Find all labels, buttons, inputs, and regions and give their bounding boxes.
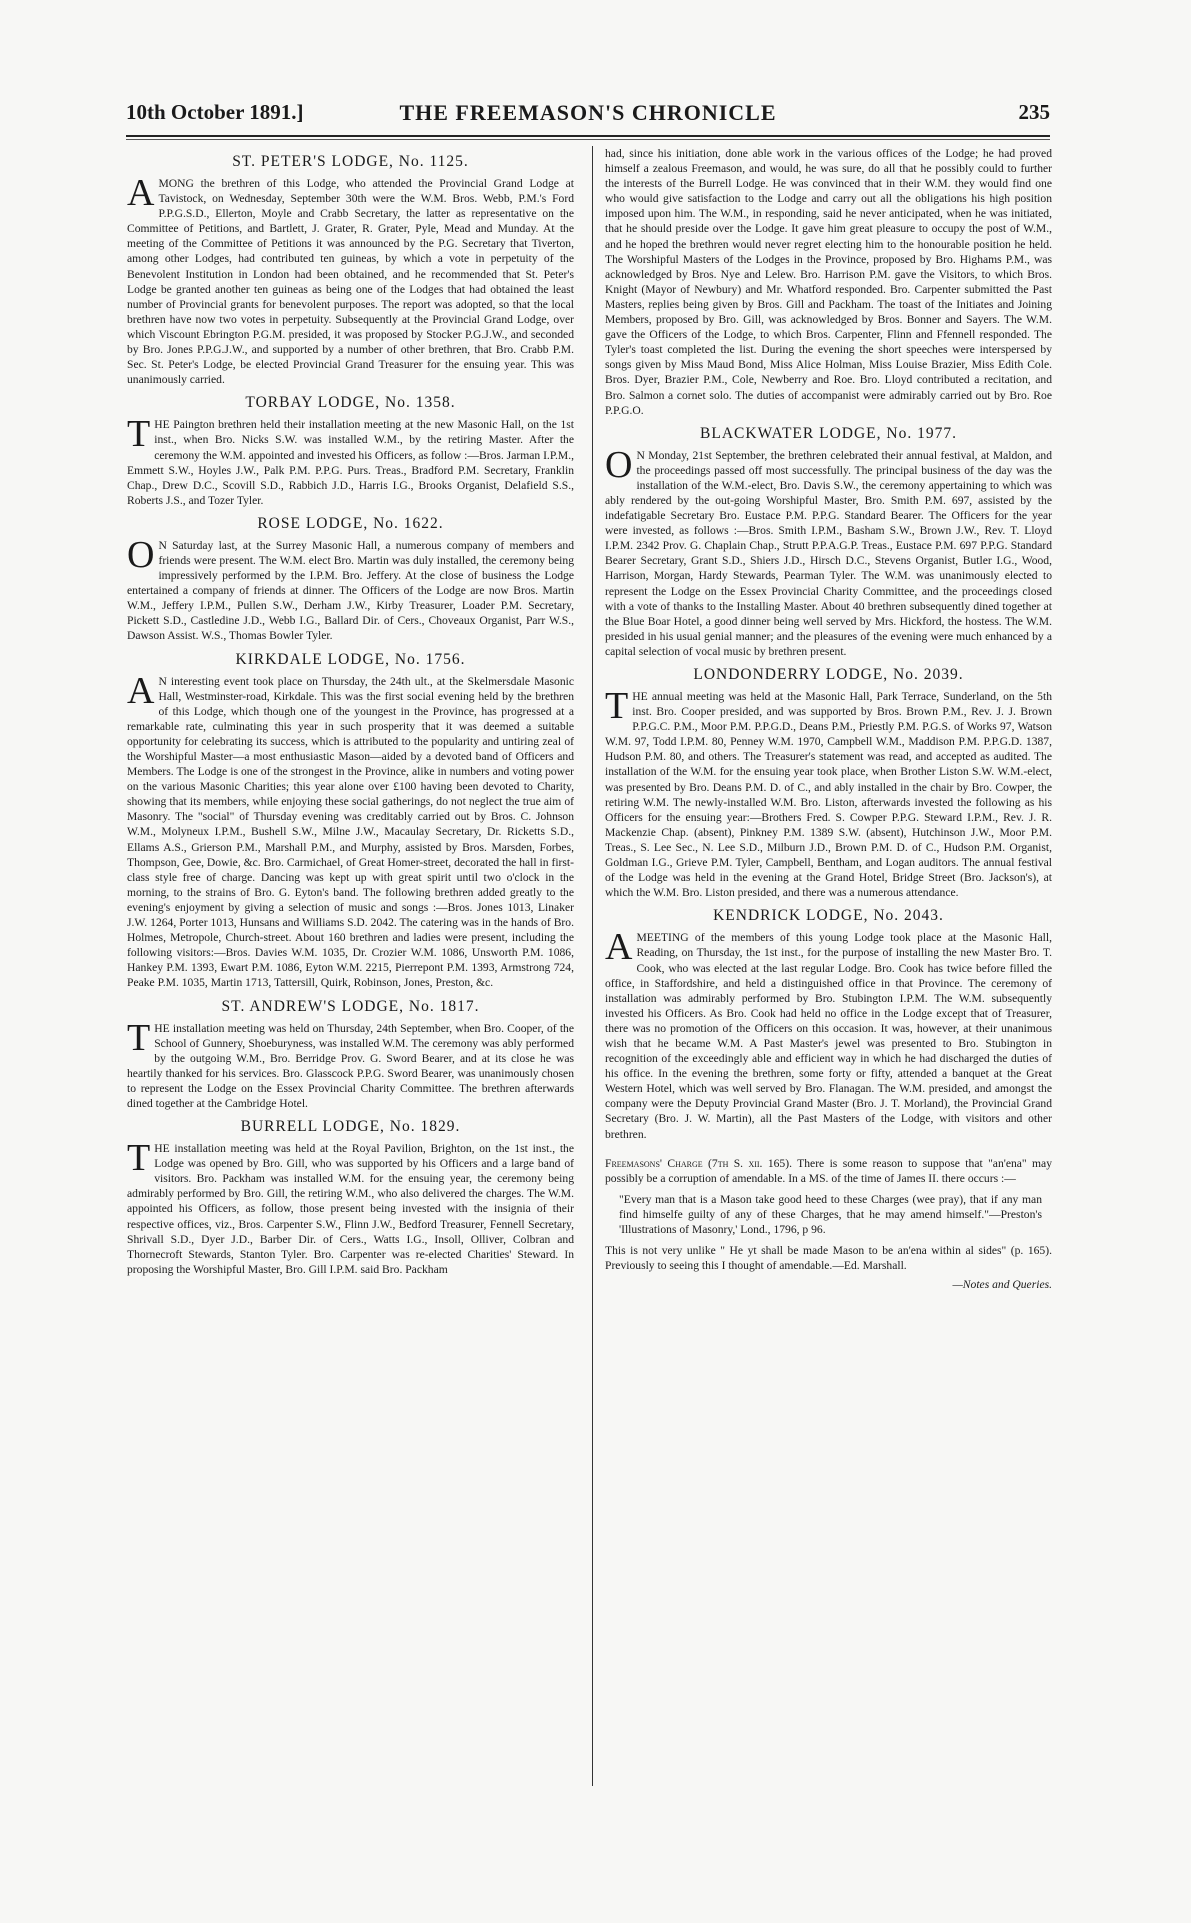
note-source: —Notes and Queries.: [952, 1278, 1052, 1292]
article-londonderry: [605, 665, 1052, 900]
page-number: 235: [1018, 100, 1050, 124]
article-st-andrews: [127, 997, 574, 1112]
note-intro: [605, 1156, 1052, 1186]
notes-item: [605, 1156, 1052, 1293]
page-header: [126, 100, 1050, 134]
masthead-title: THE FREEMASON'S CHRONICLE: [399, 100, 777, 125]
drop-cap: A: [605, 926, 633, 969]
article-body: [127, 533, 574, 644]
article-rose: [127, 514, 574, 644]
drop-cap: T: [605, 685, 629, 727]
article-burrell-continued: [605, 146, 1052, 418]
header-rule: [126, 135, 1050, 137]
issue-date: 10th October 1891.]: [126, 100, 304, 124]
article-heading: TORBAY LODGE, No. 1358.: [245, 394, 456, 412]
article-burrell: [127, 1117, 574, 1277]
drop-cap: T: [127, 1016, 151, 1059]
article-text: MEETING of the members of this young Lodge took place at the Masonic Hall, Reading, on Thursday, the 1st inst., for the purpose of installing the new Master Bro. T. Cook, who was elected at the last regular Lodge. Bro. Cook has twice before filled the office, in Staffordshire, and held a distinguished office in that Province. The ceremony of installation was admirably performed by Bro. Stubington I.P.M. The W.M. subsequently invested his Officers. As Bro. Cook had held no office in the Lodge except that of Treasurer, there was no promotion of the Officers on this occasion. It was, however, at their unanimous wish that he became W.M. A Past Master's jewel was presented to Bro. Stubington in recognition of the exceedingly able and efficient way in which he had discharged the duties of his office. In the evening the brethren, some forty or fifty, attended a banquet at the Great Western Hotel, which was well served by Bro. Flanagan. The W.M. presided, and amongst the company were the Deputy Provincial Grand Master (Bro. J. T. Morland), the Provincial Grand Secretary (Bro. J. W. Martin), all the Past Masters of the Lodge, with visitors and other brethren.: [605, 931, 1052, 1141]
article-text: HE Paington brethren held their installation meeting at the new Masonic Hall, on the 1st inst., when Bro. Nicks S.W. was installed W.M., by the retiring Master. After the ceremony the W.M. appointed and invested his Officers, as follow :—Bros. Jarman I.P.M., Emmett S.W., Hoyles J.W., Palk P.M. P.P.G. Purs. Treas., Bradford P.M. Secretary, Franklin Chap., Drew D.C., Scovill S.D., Rabbich J.D., Harris I.G., Brooks Organist, Delafield S.S., Roberts J.S., and Tozer Tyler.: [127, 418, 574, 507]
article-torbay: [127, 393, 574, 508]
article-body: [127, 413, 574, 508]
note-lead: Freemasons' Charge (7th S. xii. 165).: [605, 1156, 792, 1170]
article-heading: ST. PETER'S LODGE, No. 1125.: [232, 153, 469, 170]
article-heading: BURRELL LODGE, No. 1829.: [240, 1118, 461, 1136]
article-body: [605, 146, 1052, 418]
article-body: [605, 443, 1052, 659]
column-divider: [592, 146, 593, 1786]
note-closing: This is not very unlike " He yt shall be made Mason to be an'ena within al sides" (p. 165). Previously to seeing this I thought of amendable.—Ed. Marshall.: [605, 1244, 1052, 1273]
article-kendrick: [605, 906, 1052, 1141]
drop-cap: O: [605, 443, 633, 486]
article-blackwater: [605, 424, 1052, 659]
note-intro-text: There is some reason to suppose that "an'ena" may possibly be a corruption of amendable. In a MS. of the time of James II. there occurs :—: [605, 1156, 1052, 1185]
article-text: MONG the brethren of this Lodge, who attended the Provincial Grand Lodge at Tavistock, on Wednesday, September 30th were the W.M. Bros. Webb, P.M.'s Ford P.P.G.S.D., Ellerton, Moyle and Crabb Secretary, the latter as representative on the Committee of Petitions, and Bartlett, J. Grater, R. Grater, Pyle, Mead and Munday. At the meeting of the Committee of Petitions it was announced by the P.G. Secretary that Tiverton, among other Lodges, had contributed ten guineas, by which a vote in perpetuity of the Benevolent Institution in London had been obtained, and he recommended that St. Peter's Lodge be granted another ten guineas as being one of the Lodges that had obtained the least number of Provincial grants for benevolent purposes. The report was adopted, so that the local brethren have now two votes in perpetuity. Subsequently at the Provincial Grand Lodge, over which Viscount Ebrington P.G.M. presided, it was proposed by Stocker P.G.J.W., and seconded by Bro. Jones P.P.G.J.W., and supported by a number of other brethren, that Bro. Crabb P.M. Sec. St. Peter's Lodge, be elected Provincial Grand Treasurer for the ensuing year. This was unanimously carried.: [127, 177, 574, 387]
article-body: [605, 685, 1052, 900]
article-text: N interesting event took place on Thursday, the 24th ult., at the Skelmersdale Masonic Hall, Westminster-road, Kirkdale. This was the first social evening held by the brethren of this Lodge, which though one of the youngest in the Province, has progressed at a remarkable rate, culminating this year in such prosperity that it was deemed a suitable opportunity for celebrating its success, which is attributed to the popularity and untiring zeal of the Worshipful Master—a most enthusiastic Mason—aided by a devoted band of Officers and Members. The Lodge is one of the strongest in the Province, alike in numbers and voting power on the various Masonic Charities; this year alone over £100 having been devoted to Charity, showing that its members, while enjoying these social gatherings, do not neglect the true aim of Masonry. The "social" of Thursday evening was creditably carried out by Bros. C. Johnson W.M., Molyneux I.P.M., Bushell S.W., Milne J.W., Macaulay Secretary, Dr. Ricketts S.D., Ellams A.S., Grierson P.M., Marshall P.M., and Murphy, assisted by Bros. Marsden, Forbes, Thompson, Gee, Dowie, &c. Bro. Carmichael, of Great Homer-street, decorated the hall in first-class style free of charge. Dancing was kept up with great spirit until two o'clock in the morning, to the strains of Bro. G. Eyton's band. The following brethren added greatly to the evening's enjoyment by giving a selection of music and songs :—Bros. Jones 1013, Linaker J.W. 1264, Porter 1013, Hunsans and Williams S.D. 2042. The catering was in the hands of Bro. Holmes, Metropole, Church-street. About 160 brethren and ladies were present, including the following visitors:—Bros. Davies W.M. 1035, Dr. Crozier W.M. 1086, Unsworth P.M. 1086, Hankey P.M. 1393, Ewart P.M. 1086, Eyton W.M. 2215, Pierrepont P.M. 1393, Armstrong 724, Peake P.M. 1035, Martin 1713, Tattersill, Quirk, Robinson, Jones, Preston, &c.: [127, 674, 574, 990]
article-body: [127, 1016, 574, 1112]
drop-cap: T: [127, 413, 151, 456]
drop-cap: A: [127, 172, 155, 214]
article-st-peters: [127, 152, 574, 387]
article-body: [127, 1137, 574, 1277]
article-body: [127, 669, 574, 991]
drop-cap: O: [127, 533, 155, 576]
article-text: HE installation meeting was held on Thursday, 24th September, when Bro. Cooper, of the School of Gunnery, Shoeburyness, was installed W.M. The ceremony was ably performed by the outgoing W.M., Bro. Berridge Prov. G. Sword Bearer, and at its close he was heartily thanked for his services. Bro. Glasscock P.P.G. Sword Bearer, was unanimously chosen to represent the Lodge on the Essex Provincial Charity Committee. The brethren afterwards dined together at the Cambridge Hotel.: [127, 1021, 574, 1110]
article-heading: KIRKDALE LODGE, No. 1756.: [235, 650, 466, 668]
article-text: HE annual meeting was held at the Masonic Hall, Park Terrace, Sunderland, on the 5th inst. Bro. Cooper presided, and was supported by Bros. Brown P.M., Rev. J. J. Brown P.P.G.C. P.M., Moor P.M. P.P.G.D., Deans P.M., Priestly P.M. P.G.S. of Works 97, Watson W.M. 97, Todd I.P.M. 80, Penney W.M. 1970, Campbell W.M., Maddison P.M. P.P.G.D. 1387, Hudson P.M. 80, and others. The Treasurer's statement was read, and accepted as audited. The installation of the W.M. for the ensuing year took place, when Brother Liston S.W. W.M.-elect, was presented by Bro. Deans P.M. D. of C., and ably installed in the chair by Bro. Cowper, the retiring W.M. The newly-installed W.M. Bro. Liston, afterwards invested the following as his Officers for the ensuing year:—Brothers Fred. S. Cowper P.P.G. Steward I.P.M., Rev. J. R. Mackenzie Chap. (absent), Pinkney P.M. 1389 S.W. (absent), Hutchinson J.W., Moor P.M. Treas., S. Lee Sec., N. Lee S.D., Milburn J.D., Brown P.M. D. of C., Hudson P.M. Organist, Goldman I.G., Grieve P.M. Tyler, Campbell, Bentham, and Logan auditors. The annual festival of the Lodge was held in the evening at the Grand Hotel, Bridge Street (Bro. Jackson's), at which the W.M. Bro. Liston presided, and there was a numerous attendance.: [605, 690, 1052, 900]
article-text: had, since his initiation, done able work in the various offices of the Lodge; he had proved himself a zealous Freemason, and would, he was sure, do all that he possibly could to further the interests of the Burrell Lodge. He was convinced that in their W.M. they would find one who would give satisfaction to the Lodge and carry out all the obligations his high position imposed upon him. The W.M., in responding, said he never anticipated, when he was initiated, that he should preside over the Lodge. It gave him great pleasure to occupy the post of W.M., and he hoped the brethren would never regret electing him to the honourable position he held. The Worshipful Masters of the Lodges in the Province, proposed by Bro. Highams P.M., was acknowledged by Bros. Nye and Lelew. Bro. Harrison P.M. gave the Visitors, to which Bros. Knight (Mayor of Newbury) and Mr. Whatford responded. Bro. Carpenter submitted the Past Masters, replies being given by Bros. Gill and Packham. The toast of the Initiates and Joining Members, proposed by Bro. Gill, was acknowledged by Bros. Bonner and Sayers. The W.M. gave the Officers of the Lodge, to which Bros. Carpenter, Flinn and Ffennell responded. The Tyler's toast completed the list. During the evening the short speeches were interspersed by songs given by Miss Maud Bond, Miss Alice Holman, Miss Louise Brazier, Miss Edith Cole. Bros. Dyer, Brazier P.M., Cole, Newberry and Roe. Bro. Lloyd contributed a recitation, and Bro. Salmon a cornet solo. The duties of accompanist were admirably carried out by Bro. Roe P.P.G.O.: [605, 147, 1052, 417]
drop-cap: T: [127, 1137, 151, 1180]
right-column: [605, 146, 1052, 1295]
article-body: [127, 172, 574, 387]
header-rule-thin: [126, 139, 1050, 140]
article-heading: ST. ANDREW'S LODGE, No. 1817.: [221, 997, 480, 1015]
left-column: [127, 146, 574, 1280]
drop-cap: A: [127, 669, 155, 712]
note-quote: "Every man that is a Mason take good heed to these Charges (wee pray), that if any man find himselfe guilty of any of these Charges, that he may amend himself."—Preston's 'Illustrations of Masonry,' Lond., 1796, p 96.: [619, 1192, 1042, 1236]
article-heading: KENDRICK LODGE, No. 2043.: [713, 907, 944, 925]
article-kirkdale: [127, 650, 574, 991]
article-text: HE installation meeting was held at the Royal Pavilion, Brighton, on the 1st inst., the Lodge was opened by Bro. Gill, who was supported by his Officers and a large band of visitors. Bro. Packham was installed W.M. for the ensuing year, the ceremony being admirably performed by Bro. Gill, the retiring W.M., who also delivered the charges. The W.M. appointed his Officers, as follow, those present being invested with the insignia of their respective offices, viz., Bros. Carpenter S.W., Flinn J.W., Bedford Treasurer, Fennell Secretary, Shrivall S.D., Dyer J.D., Barber Dir. of Cers., Watts I.G., Insoll, Olliver, Colbran and Thornecroft Stewards, Stanton Tyler. Bro. Carpenter was re-elected Charities' Steward. In proposing the Worshipful Master, Bro. Gill I.P.M. said Bro. Packham: [127, 1142, 574, 1276]
article-heading: BLACKWATER LODGE, No. 1977.: [700, 424, 957, 442]
article-text: N Monday, 21st September, the brethren celebrated their annual festival, at Maldon, and the proceedings passed off most successfully. The principal business of the day was the installation of the W.M.-elect, Bro. Davis S.W., the ceremony appertaining to which was ably rendered by the out-going Worshipful Master, Bro. Smith P.M. 697, assisted by the indefatigable Secretary Bro. Eustace P.M. P.P.G. Standard Bearer. The Officers for the year were invested, as follows :—Bros. Smith I.P.M., Basham S.W., Brown J.W., Rev. T. Lloyd I.P.M. 2342 Prov. G. Chaplain Chap., Strutt P.P.A.G.P. Treas., Eustace P.M. 697 P.P.G. Standard Bearer Secretary, Grant S.D., Shiers J.D., Hirsch D.C., Stevens Organist, Butler I.G., Wood, Harrison, Morgan, Hardy Stewards, Pearman Tyler. The W.M. was unanimously elected to represent the Lodge on the Essex Provincial Charity Committee, and the proceedings closed with a vote of thanks to the Installing Master. About 40 brethren subsequently dined together at the Blue Boar Hotel, a good dinner being well served by Mrs. Hickford, the hostess. The W.M. presided in his usual genial manner; and the pleasures of the evening were much enhanced by a capital selection of vocal music by brethren present.: [605, 448, 1052, 658]
article-heading: LONDONDERRY LODGE, No. 2039.: [693, 666, 964, 683]
article-text: N Saturday last, at the Surrey Masonic Hall, a numerous company of members and friends were present. The W.M. elect Bro. Martin was duly installed, the ceremony being impressively performed by the I.P.M. Bro. Jeffery. At the close of business the Lodge entertained a company of friends at dinner. The Officers of the Lodge are now Bros. Martin W.M., Jeffery I.P.M., Pullen S.W., Derham J.W., Kirby Treasurer, Loader P.M. Secretary, Pickett S.D., Castledine J.D., Webb I.G., Ballard Dir. of Cers., Choveaux Organist, Parr W.S., Dawson Assist. W.S., Thomas Bowler Tyler.: [127, 538, 574, 643]
article-heading: ROSE LODGE, No. 1622.: [257, 514, 444, 532]
article-body: [605, 926, 1052, 1141]
